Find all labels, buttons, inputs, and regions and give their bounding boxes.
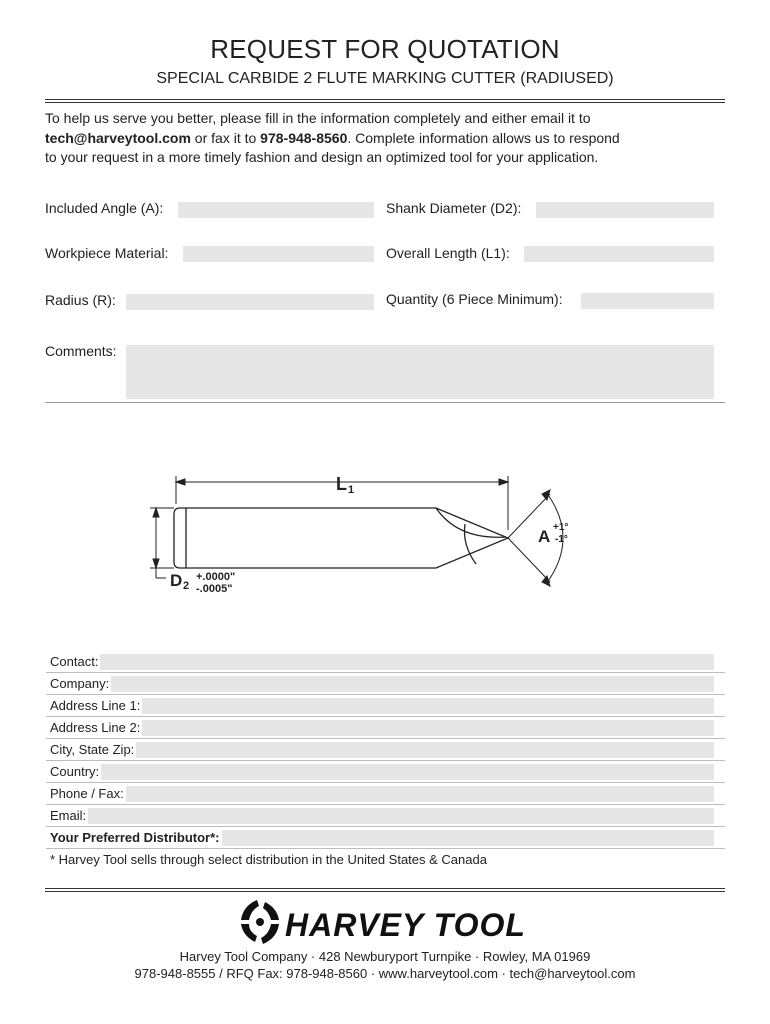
l1-label: L [336,474,347,494]
quantity-label: Quantity (6 Piece Minimum): [386,291,563,307]
workpiece-material-label: Workpiece Material: [45,245,169,261]
country-row [46,761,725,783]
address-line-1-row [46,695,725,717]
logo-swirl-icon [241,900,279,944]
radius-field[interactable] [126,294,374,310]
intro-text-3: . Complete information allows us to respond [347,129,620,146]
angle-tolerance-minus: -1° [555,534,568,545]
angle-arrow-top [542,490,550,500]
country-field[interactable] [101,764,714,780]
address-line-2-label: Address Line 2: [50,720,141,735]
footer-contact: 978-948-8555 / RFQ Fax: 978-948-8560 · www.harveytool.com · tech@harveytool.com [134,966,636,981]
preferred-distributor-field[interactable] [222,830,714,846]
page-title: REQUEST FOR QUOTATION [210,34,560,64]
d2-label: D [170,571,183,590]
intro-email: tech@harveytool.com [45,129,191,146]
logo-graphic [235,898,535,946]
contact-row [46,651,725,673]
l1-arrow-right [499,479,508,485]
city-state-zip-label: City, State Zip: [50,742,135,757]
angle-tolerance-plus: +1° [553,522,569,533]
l1-arrow-left [176,479,185,485]
comments-divider [45,402,725,403]
tool-outline [174,508,508,568]
angle-label: A [538,527,551,546]
page-subtitle: SPECIAL CARBIDE 2 FLUTE MARKING CUTTER (RADIUSED) [156,70,614,87]
l1-subscript: 1 [348,484,355,496]
logo-text: HARVEY TOOL [285,907,526,943]
footer-divider [45,888,725,892]
address-line-1-label: Address Line 1: [50,698,141,713]
angle-arrow-bottom [542,576,550,586]
distribution-note: * Harvey Tool sells through select distribution in the United States & Canada [50,852,487,867]
intro-fax: 978-948-8560 [260,129,348,146]
included-angle-field[interactable] [178,202,374,218]
intro-text-4: to your request in a more timely fashion and design an optimized tool for your application. [45,149,599,165]
city-state-zip-row [46,739,725,761]
company-field[interactable] [111,676,714,692]
overall-length-label: Overall Length (L1): [386,245,510,261]
contact-label: Contact: [50,654,99,669]
shank-diameter-field[interactable] [536,202,714,218]
intro-paragraph [45,109,735,168]
intro-text-1: To help us serve you better, please fill in the information completely and either email it to [45,110,591,126]
phone-fax-field[interactable] [126,786,714,802]
tool-diagram [140,460,600,600]
phone-fax-label: Phone / Fax: [50,786,124,801]
email-label: Email: [50,808,87,823]
address-line-2-row [46,717,725,739]
d2-arrow-top [153,508,159,517]
workpiece-material-field[interactable] [183,246,374,262]
preferred-distributor-label: Your Preferred Distributor*: [50,830,220,845]
contact-field[interactable] [100,654,714,670]
company-label: Company: [50,676,110,691]
included-angle-label: Included Angle (A): [45,200,164,216]
d2-subscript: 2 [183,580,190,592]
address-line-2-field[interactable] [142,720,714,736]
d2-arrow-bottom [153,559,159,568]
radius-label: Radius (R): [45,292,116,308]
company-row [46,673,725,695]
address-line-1-field[interactable] [142,698,714,714]
header-divider [45,99,725,103]
footer-address: Harvey Tool Company · 428 Newburyport Turnpike · Rowley, MA 01969 [179,949,591,964]
intro-text-2: or fax it to [190,129,261,146]
comments-label: Comments: [45,343,117,359]
d2-tolerance-minus: -.0005" [196,583,233,595]
overall-length-field[interactable] [524,246,714,262]
phone-fax-row [46,783,725,805]
harvey-tool-logo [0,898,770,951]
shank-diameter-label: Shank Diameter (D2): [386,200,522,216]
quantity-field[interactable] [581,293,714,309]
country-label: Country: [50,764,100,779]
d2-tolerance-plus: +.0000" [196,571,236,583]
comments-field[interactable] [126,345,714,399]
email-field[interactable] [88,808,714,824]
email-row [46,805,725,827]
city-state-zip-field[interactable] [136,742,714,758]
preferred-distributor-row [46,827,725,849]
